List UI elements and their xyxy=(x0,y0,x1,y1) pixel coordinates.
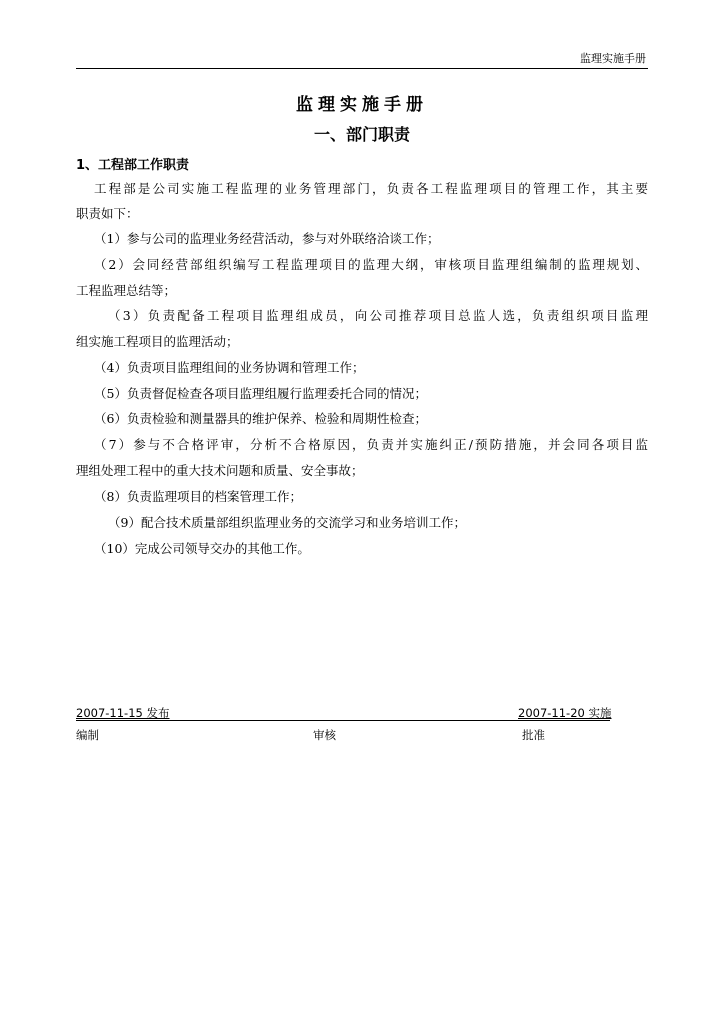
duty-item-continuation: 组实施工程项目的监理活动； xyxy=(76,334,239,349)
approved-by-label: 批准 xyxy=(522,728,545,742)
reviewed-by-label: 审核 xyxy=(313,728,336,742)
intro-line: 职责如下： xyxy=(76,206,139,221)
duty-item: （5）负责督促检查各项目监理组履行监理委托合同的情况； xyxy=(94,386,427,401)
duty-item: （1）参与公司的监理业务经营活动，参与对外联络洽谈工作； xyxy=(94,231,440,246)
page-header xyxy=(76,50,648,69)
running-title: 监理实施手册 xyxy=(580,52,646,65)
duty-item: （9）配合技术质量部组织监理业务的交流学习和业务培训工作； xyxy=(108,515,466,530)
document-title: 监理实施手册 xyxy=(296,95,428,115)
compiled-by-label: 编制 xyxy=(76,728,99,742)
effective-date: 2007-11-20 实施 xyxy=(518,706,612,720)
section-title: 一、部门职责 xyxy=(313,125,410,144)
duty-item: （10）完成公司领导交办的其他工作。 xyxy=(94,541,310,556)
duty-item: （8）负责监理项目的档案管理工作； xyxy=(94,489,302,504)
intro-line: 工程部是公司实施工程监理的业务管理部门，负责各工程监理项目的管理工作，其主要 xyxy=(94,181,648,196)
duty-item-continuation: 工程监理总结等； xyxy=(76,283,177,298)
duty-item: （2）会同经营部组织编写工程监理项目的监理大纲，审核项目监理组编制的监理规划、 xyxy=(94,257,648,272)
duty-item: （4）负责项目监理组间的业务协调和管理工作； xyxy=(94,360,365,375)
footer-divider xyxy=(76,720,610,721)
duty-item: （6）负责检验和测量器具的维护保养、检验和周期性检查； xyxy=(94,411,427,426)
publish-date: 2007-11-15 发布 xyxy=(76,706,170,720)
duty-item: （3）负责配备工程项目监理组成员，向公司推荐项目总监人选，负责组织项目监理 xyxy=(108,308,648,323)
duty-item: （7）参与不合格评审，分析不合格原因，负责并实施纠正/预防措施，并会同各项目监 xyxy=(94,437,648,452)
duty-item-continuation: 理组处理工程中的重大技术问题和质量、安全事故； xyxy=(76,463,364,478)
subsection-title: 1、工程部工作职责 xyxy=(76,158,190,173)
